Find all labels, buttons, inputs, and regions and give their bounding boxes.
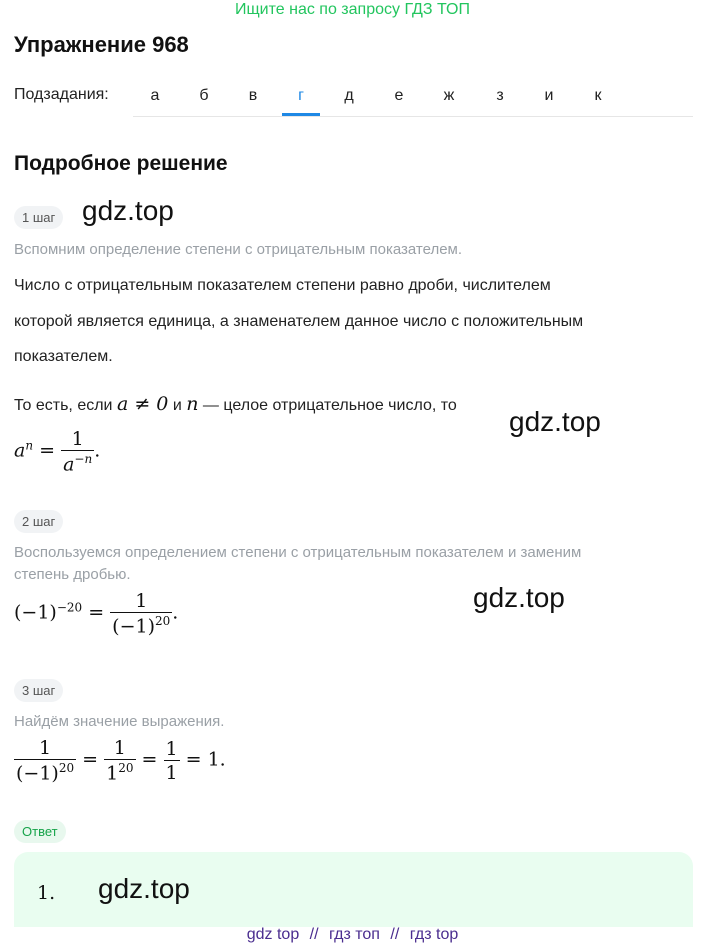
subtask-tab-g[interactable]: г: [282, 78, 320, 116]
section-title: Подробное решение: [14, 152, 228, 175]
formula-definition: $a^n$ = $\frac{1}{a^{-n}}$ .: [14, 428, 101, 476]
subtask-tab-e[interactable]: е: [394, 87, 404, 104]
watermark: gdz.top: [473, 582, 565, 613]
subtask-tab-d[interactable]: д: [344, 87, 354, 104]
watermark: gdz.top: [82, 195, 174, 226]
formula-step-3: $\frac{1}{(-1)^{20}}$ = $\frac{1}{1^{20}}$ = $\frac{1}{1}$ = 1.: [16, 737, 226, 785]
subtask-tab-k[interactable]: к: [594, 87, 602, 104]
footer-separator: //: [309, 926, 319, 943]
step-3-badge: 3 шаг: [14, 679, 63, 702]
condition-and: и: [172, 397, 182, 414]
formula-step-2: $(-1)^{-20}$ = $\frac{1}{(-1)^{20}}$ .: [14, 590, 179, 638]
condition-a: a ≠ 0: [116, 393, 169, 415]
answer-value: 1.: [37, 882, 56, 904]
subtask-tab-i[interactable]: и: [544, 87, 554, 104]
subtask-tab-a[interactable]: а: [150, 87, 160, 104]
step-1-line-3: показателем.: [14, 348, 113, 365]
subtask-tab-v[interactable]: в: [248, 87, 258, 104]
step-2-badge: 2 шаг: [14, 510, 63, 533]
condition-text-1: То есть, если: [14, 397, 113, 414]
subtask-tab-z[interactable]: з: [496, 87, 504, 104]
step-2-hint-2: степень дробью.: [14, 566, 131, 583]
page-title: Упражнение 968: [14, 32, 189, 57]
step-1-badge: 1 шаг: [14, 206, 63, 229]
condition-n: n: [186, 393, 199, 415]
step-1-line-1: Число с отрицательным показателем степени равно дроби, числителем: [14, 277, 551, 294]
answer-badge: Ответ: [14, 820, 66, 843]
condition-text-2: — целое отрицательное число, то: [202, 397, 457, 414]
subtasks-label: Подзадания:: [14, 86, 109, 103]
subtask-tab-zh[interactable]: ж: [443, 87, 455, 104]
step-3-hint: Найдём значение выражения.: [14, 713, 225, 730]
footer-link-3[interactable]: гдз top: [409, 926, 459, 943]
footer-links: [0, 926, 705, 944]
footer-link-1[interactable]: gdz top: [246, 926, 300, 943]
step-1-hint: Вспомним определение степени с отрицательным показателем.: [14, 241, 463, 258]
watermark: gdz.top: [98, 873, 190, 904]
step-2-hint-1: Воспользуемся определением степени с отрицательным показателем и заменим: [14, 544, 582, 561]
step-1-condition: [14, 393, 457, 415]
subtasks-tabs: [133, 78, 693, 117]
footer-link-2[interactable]: гдз топ: [329, 926, 380, 943]
footer-separator: //: [390, 926, 400, 943]
step-1-line-2: которой является единица, а знаменателем данное число с положительным: [14, 313, 584, 330]
watermark: gdz.top: [509, 406, 601, 437]
subtask-tab-b[interactable]: б: [199, 87, 209, 104]
promo-banner: Ищите нас по запросу ГДЗ ТОП: [235, 1, 470, 18]
